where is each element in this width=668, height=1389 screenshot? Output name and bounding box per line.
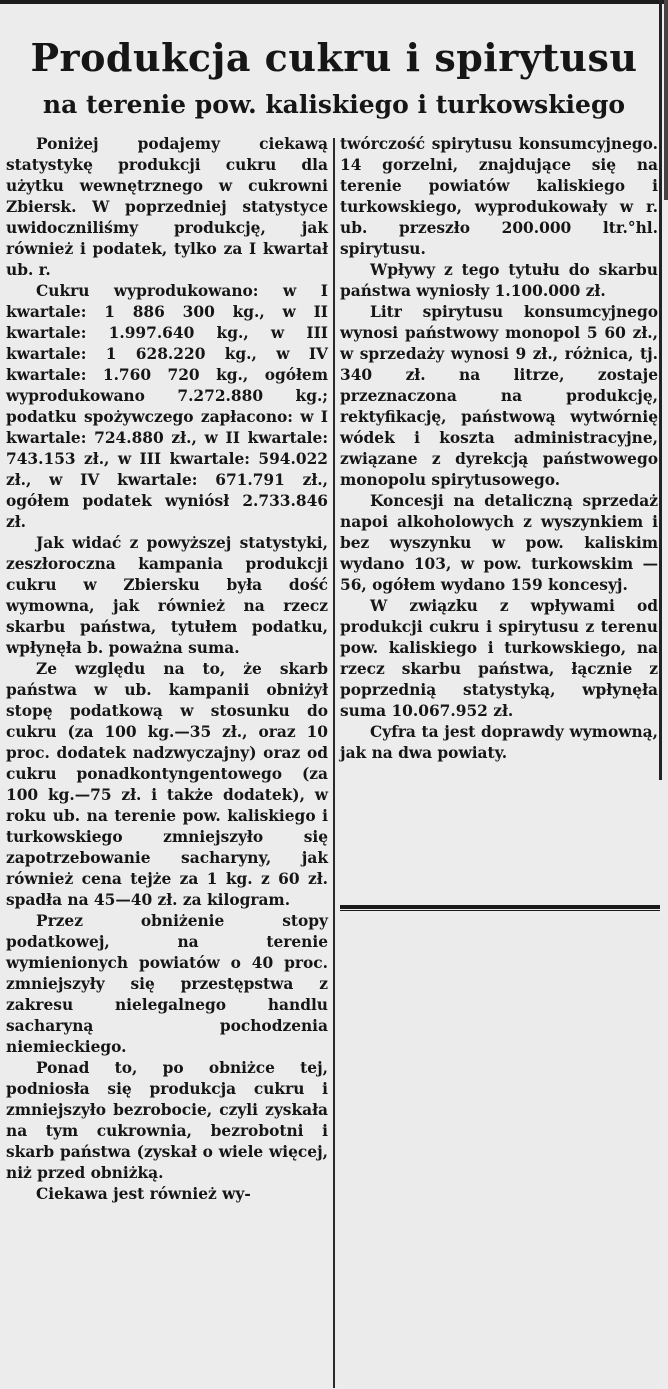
paragraph: twórczość spirytusu konsumcyjnego. 14 gorzelni, znajdujące się na terenie powiatów kaliskiego i turkowskiego, wyprodukowały w r. ub. przeszło 200.000 ltr.°hl. spirytusu. bbox=[340, 135, 658, 258]
paragraph: Jak widać z powyższej statystyki, zeszłoroczna kampania produkcji cukru w Zbiersku była dość wymowna, jak również na rzecz skarbu państwa, tytułem podatku, wpłynęła b. poważna suma. bbox=[6, 534, 328, 657]
right-column bbox=[340, 134, 658, 764]
top-rule bbox=[0, 0, 668, 4]
paragraph: Litr spirytusu konsumcyjnego wynosi państwowy monopol 5 60 zł., w sprzedaży wynosi 9 zł., różnica, tj. 340 zł. na litrze, zostaje przeznaczona na produkcję, rektyfikację, państwową wytwórnię wódek i koszta administracyjne, związane z dyrekcją państwowego monopolu spirytusowego. bbox=[340, 303, 658, 489]
paragraph: Przez obniżenie stopy podatkowej, na terenie wymienionych powiatów o 40 proc. zmniejszyły się przestępstwa z zakresu nielegalnego handlu sacharyną pochodzenia niemieckiego. bbox=[6, 912, 328, 1056]
paragraph: Wpływy z tego tytułu do skarbu państwa wyniosły 1.100.000 zł. bbox=[340, 261, 658, 300]
article-end-rule-thin bbox=[340, 910, 660, 911]
paragraph: Cyfra ta jest doprawdy wymowną, jak na dwa powiaty. bbox=[340, 723, 658, 762]
article-headline: Produkcja cukru i spirytusu bbox=[30, 35, 638, 80]
paragraph: Cukru wyprodukowano: w I kwartale: 1 886 300 kg., w II kwartale: 1.997.640 kg., w III kwartale: 1 628.220 kg., w IV kwartale: 1.760 720 kg., ogółem wyprodukowano 7.272.880 kg.; podatku spożywczego zapłacono: w I kwartale: 724.880 zł., w II kwartale: 743.153 zł., w III kwartale: 594.022 zł., w IV kwartale: 671.791 zł., ogółem podatek wyniósł 2.733.846 zł. bbox=[6, 282, 328, 531]
paragraph: W związku z wpływami od produkcji cukru i spirytusu z terenu pow. kaliskiego i turkowskiego, na rzecz skarbu państwa, łącznie z poprzednią statystyką, wpłynęła suma 10.067.952 zł. bbox=[340, 597, 658, 720]
paragraph: Poniżej podajemy ciekawą statystykę produkcji cukru dla użytku wewnętrznego w cukrowni Zbiersk. W poprzedniej statystyce uwidoczniliśmy produkcję, jak również i podatek, tylko za I kwartał ub. r. bbox=[6, 135, 328, 279]
paragraph: Ciekawa jest również wy- bbox=[36, 1185, 251, 1203]
column-divider bbox=[333, 138, 335, 1388]
article-end-rule bbox=[340, 905, 660, 909]
paragraph: Ponad to, po obniżce tej, podniosła się produkcja cukru i zmniejszyło bezrobocie, czyli zyskała na tym cukrownia, bezrobotni i skarb państwa (zyskał o wiele więcej, niż przed obniżką. bbox=[6, 1059, 328, 1182]
paragraph: Koncesji na detaliczną sprzedaż napoi alkoholowych z wyszynkiem i bez wyszynku w pow. kaliskim wydano 103, w pow. turkowskim — 56, ogółem wydano 159 koncesyj. bbox=[340, 492, 658, 594]
left-column bbox=[6, 134, 328, 1205]
blank-area bbox=[340, 916, 662, 1389]
article-subheadline: na terenie pow. kaliskiego i turkowskiego bbox=[42, 90, 626, 119]
paragraph: Ze względu na to, że skarb państwa w ub. kampanii obniżył stopę podatkową w stosunku do cukru (za 100 kg.—35 zł., oraz 10 proc. dodatek nadzwyczajny) oraz od cukru ponadkontyngentowego (za 100 kg.—75 zł. i także dodatek), w roku ub. na terenie pow. kaliskiego i turkowskiego zmniejszyło się zapotrzebowanie sacharyny, jak również cena tejże za 1 kg. z 60 zł. spadła na 45—40 zł. za kilogram. bbox=[6, 660, 328, 909]
